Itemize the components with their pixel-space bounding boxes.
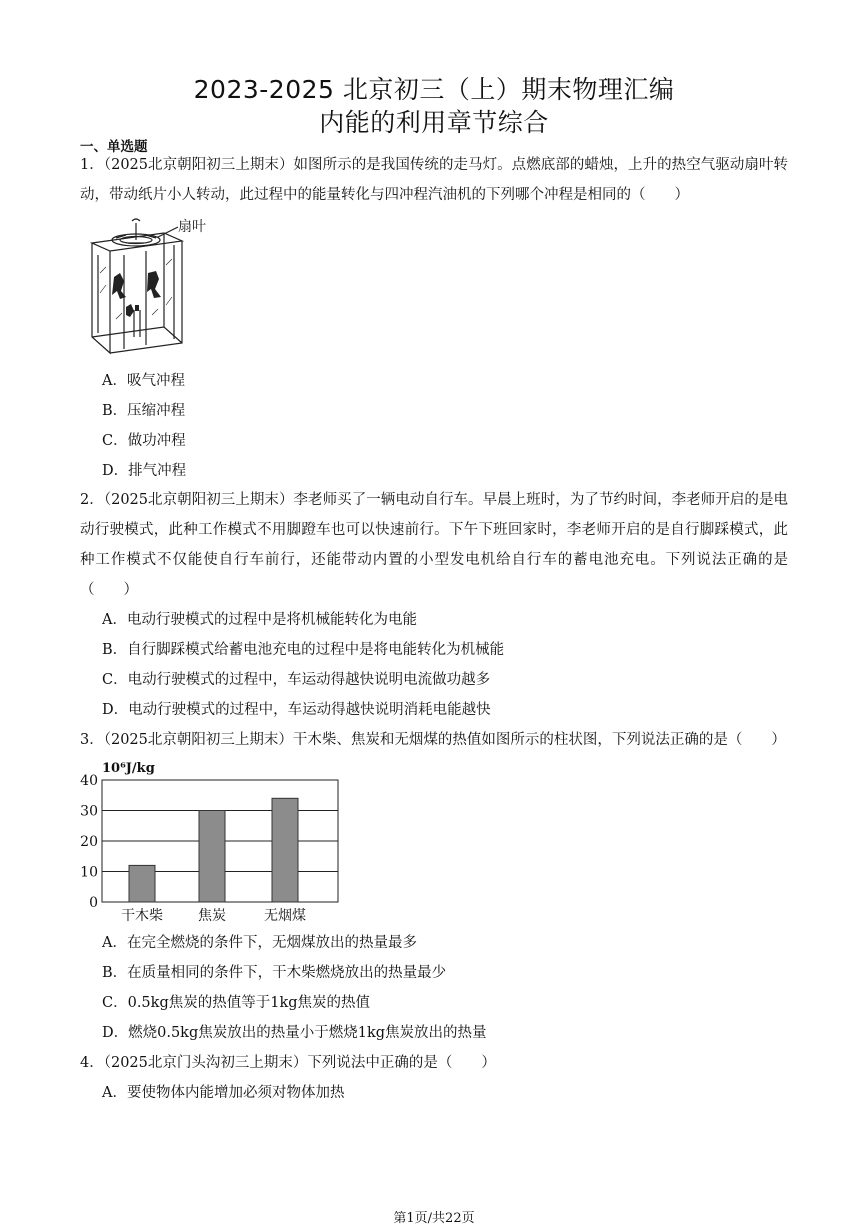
x-category-label: 无烟煤 bbox=[264, 908, 306, 924]
q3-option-c: C．0.5kg焦炭的热值等于1kg焦炭的热值 bbox=[102, 995, 371, 1011]
q3-option-a: A．在完全燃烧的条件下，无烟煤放出的热量最多 bbox=[102, 935, 417, 951]
question-1-stem: 1．（2025北京朝阳初三上期末）如图所示的是我国传统的走马灯。点燃底部的蜡烛，上升的热空气驱动扇叶转动，带动纸片小人转动，此过程中的能量转化与四冲程汽油机的下列哪个冲程是相同的（ ） bbox=[80, 157, 788, 203]
unit-label: 10⁶J/kg bbox=[102, 761, 155, 776]
q1-option-c: C．做功冲程 bbox=[102, 433, 186, 449]
y-tick-label: 20 bbox=[80, 834, 98, 850]
bar bbox=[129, 865, 155, 902]
question-3-stem: 3．（2025北京朝阳初三上期末）干木柴、焦炭和无烟煤的热值如图所示的柱状图，下列说法正确的是（ ） bbox=[80, 732, 786, 748]
q2-option-b: B．自行脚踩模式给蓄电池充电的过程中是将电能转化为机械能 bbox=[102, 642, 505, 658]
bar bbox=[199, 811, 225, 903]
heat-value-bar-chart bbox=[80, 756, 360, 932]
q1-option-d: D．排气冲程 bbox=[102, 463, 187, 479]
q2-option-d: D．电动行驶模式的过程中，车运动得越快说明消耗电能越快 bbox=[102, 702, 491, 718]
q4-option-a: A．要使物体内能增加必须对物体加热 bbox=[102, 1085, 345, 1101]
question-4-stem: 4．（2025北京门头沟初三上期末）下列说法中正确的是（ ） bbox=[80, 1055, 496, 1071]
fan-blade-label: 扇叶 bbox=[178, 219, 206, 235]
document-subtitle: 内能的利用章节综合 bbox=[319, 108, 549, 137]
q2-option-c: C．电动行驶模式的过程中，车运动得越快说明电流做功越多 bbox=[102, 672, 491, 688]
y-tick-label: 30 bbox=[80, 803, 98, 820]
x-category-label: 焦炭 bbox=[198, 908, 226, 924]
question-2-stem: 2．（2025北京朝阳初三上期末）李老师买了一辆电动自行车。早晨上班时，为了节约时间，李老师开启的是电动行驶模式，此种工作模式不用脚蹬车也可以快速前行。下午下班回家时，李老师开启的是自行脚踩模式，此种工作模式不仅能使自行车前行，还能带动内置的小型发电机给自行车的蓄电池充电。下列说法正确的是（ ） bbox=[80, 492, 788, 598]
section-heading: 一、单选题 bbox=[80, 139, 148, 155]
bar bbox=[272, 798, 298, 902]
q1-option-b: B．压缩冲程 bbox=[102, 403, 186, 419]
page-footer: 第1页/共22页 bbox=[393, 1211, 475, 1226]
q2-option-a: A．电动行驶模式的过程中是将机械能转化为电能 bbox=[102, 612, 417, 628]
lantern-figure bbox=[86, 215, 216, 365]
q3-option-b: B．在质量相同的条件下，干木柴燃烧放出的热量最少 bbox=[102, 965, 447, 981]
x-category-label: 干木柴 bbox=[121, 908, 163, 924]
document-title: 2023-2025 北京初三（上）期末物理汇编 bbox=[193, 75, 675, 104]
y-tick-label: 0 bbox=[89, 895, 98, 911]
y-tick-label: 40 bbox=[80, 773, 98, 789]
q1-option-a: A．吸气冲程 bbox=[102, 373, 185, 389]
y-tick-label: 10 bbox=[80, 864, 98, 881]
q3-option-d: D．燃烧0.5kg焦炭放出的热量小于燃烧1kg焦炭放出的热量 bbox=[102, 1025, 487, 1041]
